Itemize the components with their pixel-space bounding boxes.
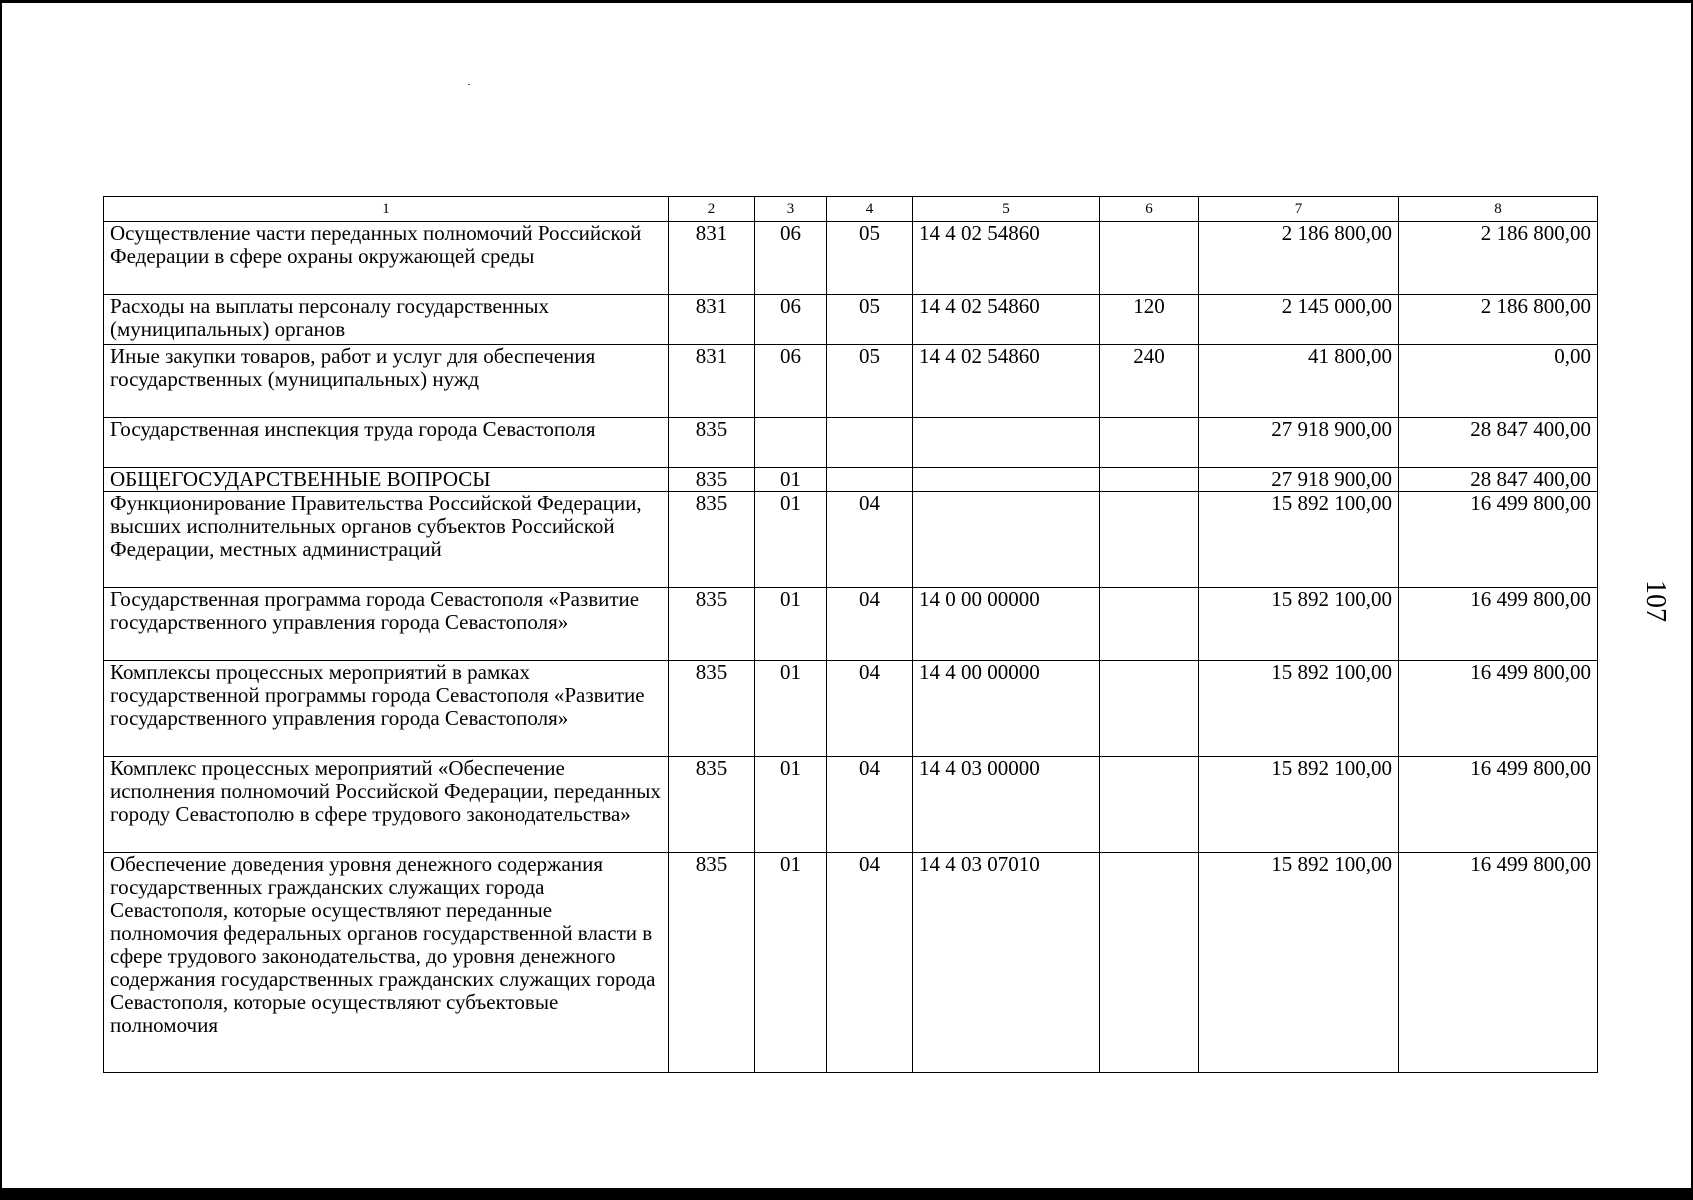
cell-name: Осуществление части переданных полномочий Российской Федерации в сфере охраны окружающей среды (104, 222, 669, 295)
cell-amount-year1: 15 892 100,00 (1199, 588, 1399, 661)
cell-amount-year2: 0,00 (1399, 345, 1598, 418)
cell-section: 01 (755, 853, 827, 1073)
header-cell: 6 (1100, 197, 1199, 222)
cell-grbs: 835 (669, 853, 755, 1073)
cell-expense-type: 240 (1100, 345, 1199, 418)
cell-amount-year2: 2 186 800,00 (1399, 295, 1598, 345)
table-row (104, 661, 1598, 757)
cell-amount-year2: 16 499 800,00 (1399, 661, 1598, 757)
cell-subsection: 04 (827, 588, 913, 661)
table-row (104, 222, 1598, 295)
cell-target-article: 14 0 00 00000 (913, 588, 1100, 661)
cell-expense-type: 120 (1100, 295, 1199, 345)
cell-name: Государственная инспекция труда города Севастополя (104, 418, 669, 468)
cell-amount-year1: 41 800,00 (1199, 345, 1399, 418)
cell-expense-type (1100, 468, 1199, 492)
cell-grbs: 835 (669, 468, 755, 492)
cell-section: 06 (755, 345, 827, 418)
cell-section: 06 (755, 222, 827, 295)
cell-target-article: 14 4 02 54860 (913, 295, 1100, 345)
cell-section: 01 (755, 468, 827, 492)
cell-target-article (913, 418, 1100, 468)
cell-section: 01 (755, 661, 827, 757)
header-cell: 1 (104, 197, 669, 222)
cell-target-article (913, 492, 1100, 588)
cell-grbs: 835 (669, 661, 755, 757)
page-number: 107 (1640, 580, 1671, 622)
cell-section (755, 418, 827, 468)
cell-target-article: 14 4 03 07010 (913, 853, 1100, 1073)
cell-target-article: 14 4 00 00000 (913, 661, 1100, 757)
cell-target-article: 14 4 02 54860 (913, 345, 1100, 418)
budget-table (103, 196, 1598, 1073)
cell-subsection: 04 (827, 757, 913, 853)
table-row (104, 295, 1598, 345)
cell-name: ОБЩЕГОСУДАРСТВЕННЫЕ ВОПРОСЫ (104, 468, 669, 492)
cell-grbs: 835 (669, 492, 755, 588)
cell-section: 06 (755, 295, 827, 345)
cell-expense-type (1100, 222, 1199, 295)
cell-grbs: 831 (669, 222, 755, 295)
cell-expense-type (1100, 492, 1199, 588)
cell-expense-type (1100, 661, 1199, 757)
cell-target-article: 14 4 03 00000 (913, 757, 1100, 853)
header-cell: 4 (827, 197, 913, 222)
cell-name: Обеспечение доведения уровня денежного содержания государственных гражданских служащих города Севастополя, которые осуществляют переданные полномочия федеральных органов государственной власти в сфере трудового законодательства, до уровня денежного содержания государственных гражданских служащих города Севастополя, которые осуществляют субъектовые полномочия (104, 853, 669, 1073)
cell-subsection: 04 (827, 853, 913, 1073)
cell-target-article: 14 4 02 54860 (913, 222, 1100, 295)
cell-grbs: 831 (669, 295, 755, 345)
cell-grbs: 835 (669, 418, 755, 468)
table-row (104, 588, 1598, 661)
cell-section: 01 (755, 757, 827, 853)
table-header-row (104, 197, 1598, 222)
cell-amount-year2: 16 499 800,00 (1399, 757, 1598, 853)
table-row (104, 853, 1598, 1073)
cell-expense-type (1100, 588, 1199, 661)
cell-subsection: 05 (827, 345, 913, 418)
table-row (104, 757, 1598, 853)
header-cell: 5 (913, 197, 1100, 222)
cell-amount-year2: 28 847 400,00 (1399, 418, 1598, 468)
cell-name: Комплексы процессных мероприятий в рамках государственной программы города Севастополя «Развитие государственного управления города Севастополя» (104, 661, 669, 757)
cell-subsection: 05 (827, 222, 913, 295)
header-cell: 2 (669, 197, 755, 222)
cell-expense-type (1100, 853, 1199, 1073)
scan-speck (468, 84, 470, 85)
cell-subsection (827, 468, 913, 492)
cell-grbs: 831 (669, 345, 755, 418)
cell-grbs: 835 (669, 588, 755, 661)
header-cell: 3 (755, 197, 827, 222)
cell-name: Государственная программа города Севастополя «Развитие государственного управления города Севастополя» (104, 588, 669, 661)
cell-target-article (913, 468, 1100, 492)
cell-name: Комплекс процессных мероприятий «Обеспечение исполнения полномочий Российской Федерации, переданных городу Севастополю в сфере трудового законодательства» (104, 757, 669, 853)
cell-amount-year2: 2 186 800,00 (1399, 222, 1598, 295)
cell-amount-year2: 16 499 800,00 (1399, 492, 1598, 588)
cell-subsection: 04 (827, 661, 913, 757)
table-row (104, 468, 1598, 492)
cell-amount-year1: 27 918 900,00 (1199, 468, 1399, 492)
cell-expense-type (1100, 757, 1199, 853)
header-cell: 8 (1399, 197, 1598, 222)
cell-amount-year1: 2 145 000,00 (1199, 295, 1399, 345)
cell-subsection (827, 418, 913, 468)
cell-amount-year1: 15 892 100,00 (1199, 492, 1399, 588)
cell-amount-year1: 27 918 900,00 (1199, 418, 1399, 468)
table-row (104, 418, 1598, 468)
cell-subsection: 05 (827, 295, 913, 345)
cell-amount-year1: 15 892 100,00 (1199, 853, 1399, 1073)
cell-name: Функционирование Правительства Российской Федерации, высших исполнительных органов субъектов Российской Федерации, местных администраций (104, 492, 669, 588)
cell-amount-year2: 16 499 800,00 (1399, 853, 1598, 1073)
header-cell: 7 (1199, 197, 1399, 222)
cell-name: Иные закупки товаров, работ и услуг для обеспечения государственных (муниципальных) нужд (104, 345, 669, 418)
cell-amount-year1: 15 892 100,00 (1199, 661, 1399, 757)
table-body (104, 197, 1598, 1073)
cell-name: Расходы на выплаты персоналу государственных (муниципальных) органов (104, 295, 669, 345)
cell-amount-year1: 2 186 800,00 (1199, 222, 1399, 295)
table-row (104, 492, 1598, 588)
cell-amount-year2: 16 499 800,00 (1399, 588, 1598, 661)
cell-section: 01 (755, 492, 827, 588)
cell-expense-type (1100, 418, 1199, 468)
table-row (104, 345, 1598, 418)
cell-section: 01 (755, 588, 827, 661)
cell-amount-year1: 15 892 100,00 (1199, 757, 1399, 853)
cell-amount-year2: 28 847 400,00 (1399, 468, 1598, 492)
cell-grbs: 835 (669, 757, 755, 853)
cell-subsection: 04 (827, 492, 913, 588)
